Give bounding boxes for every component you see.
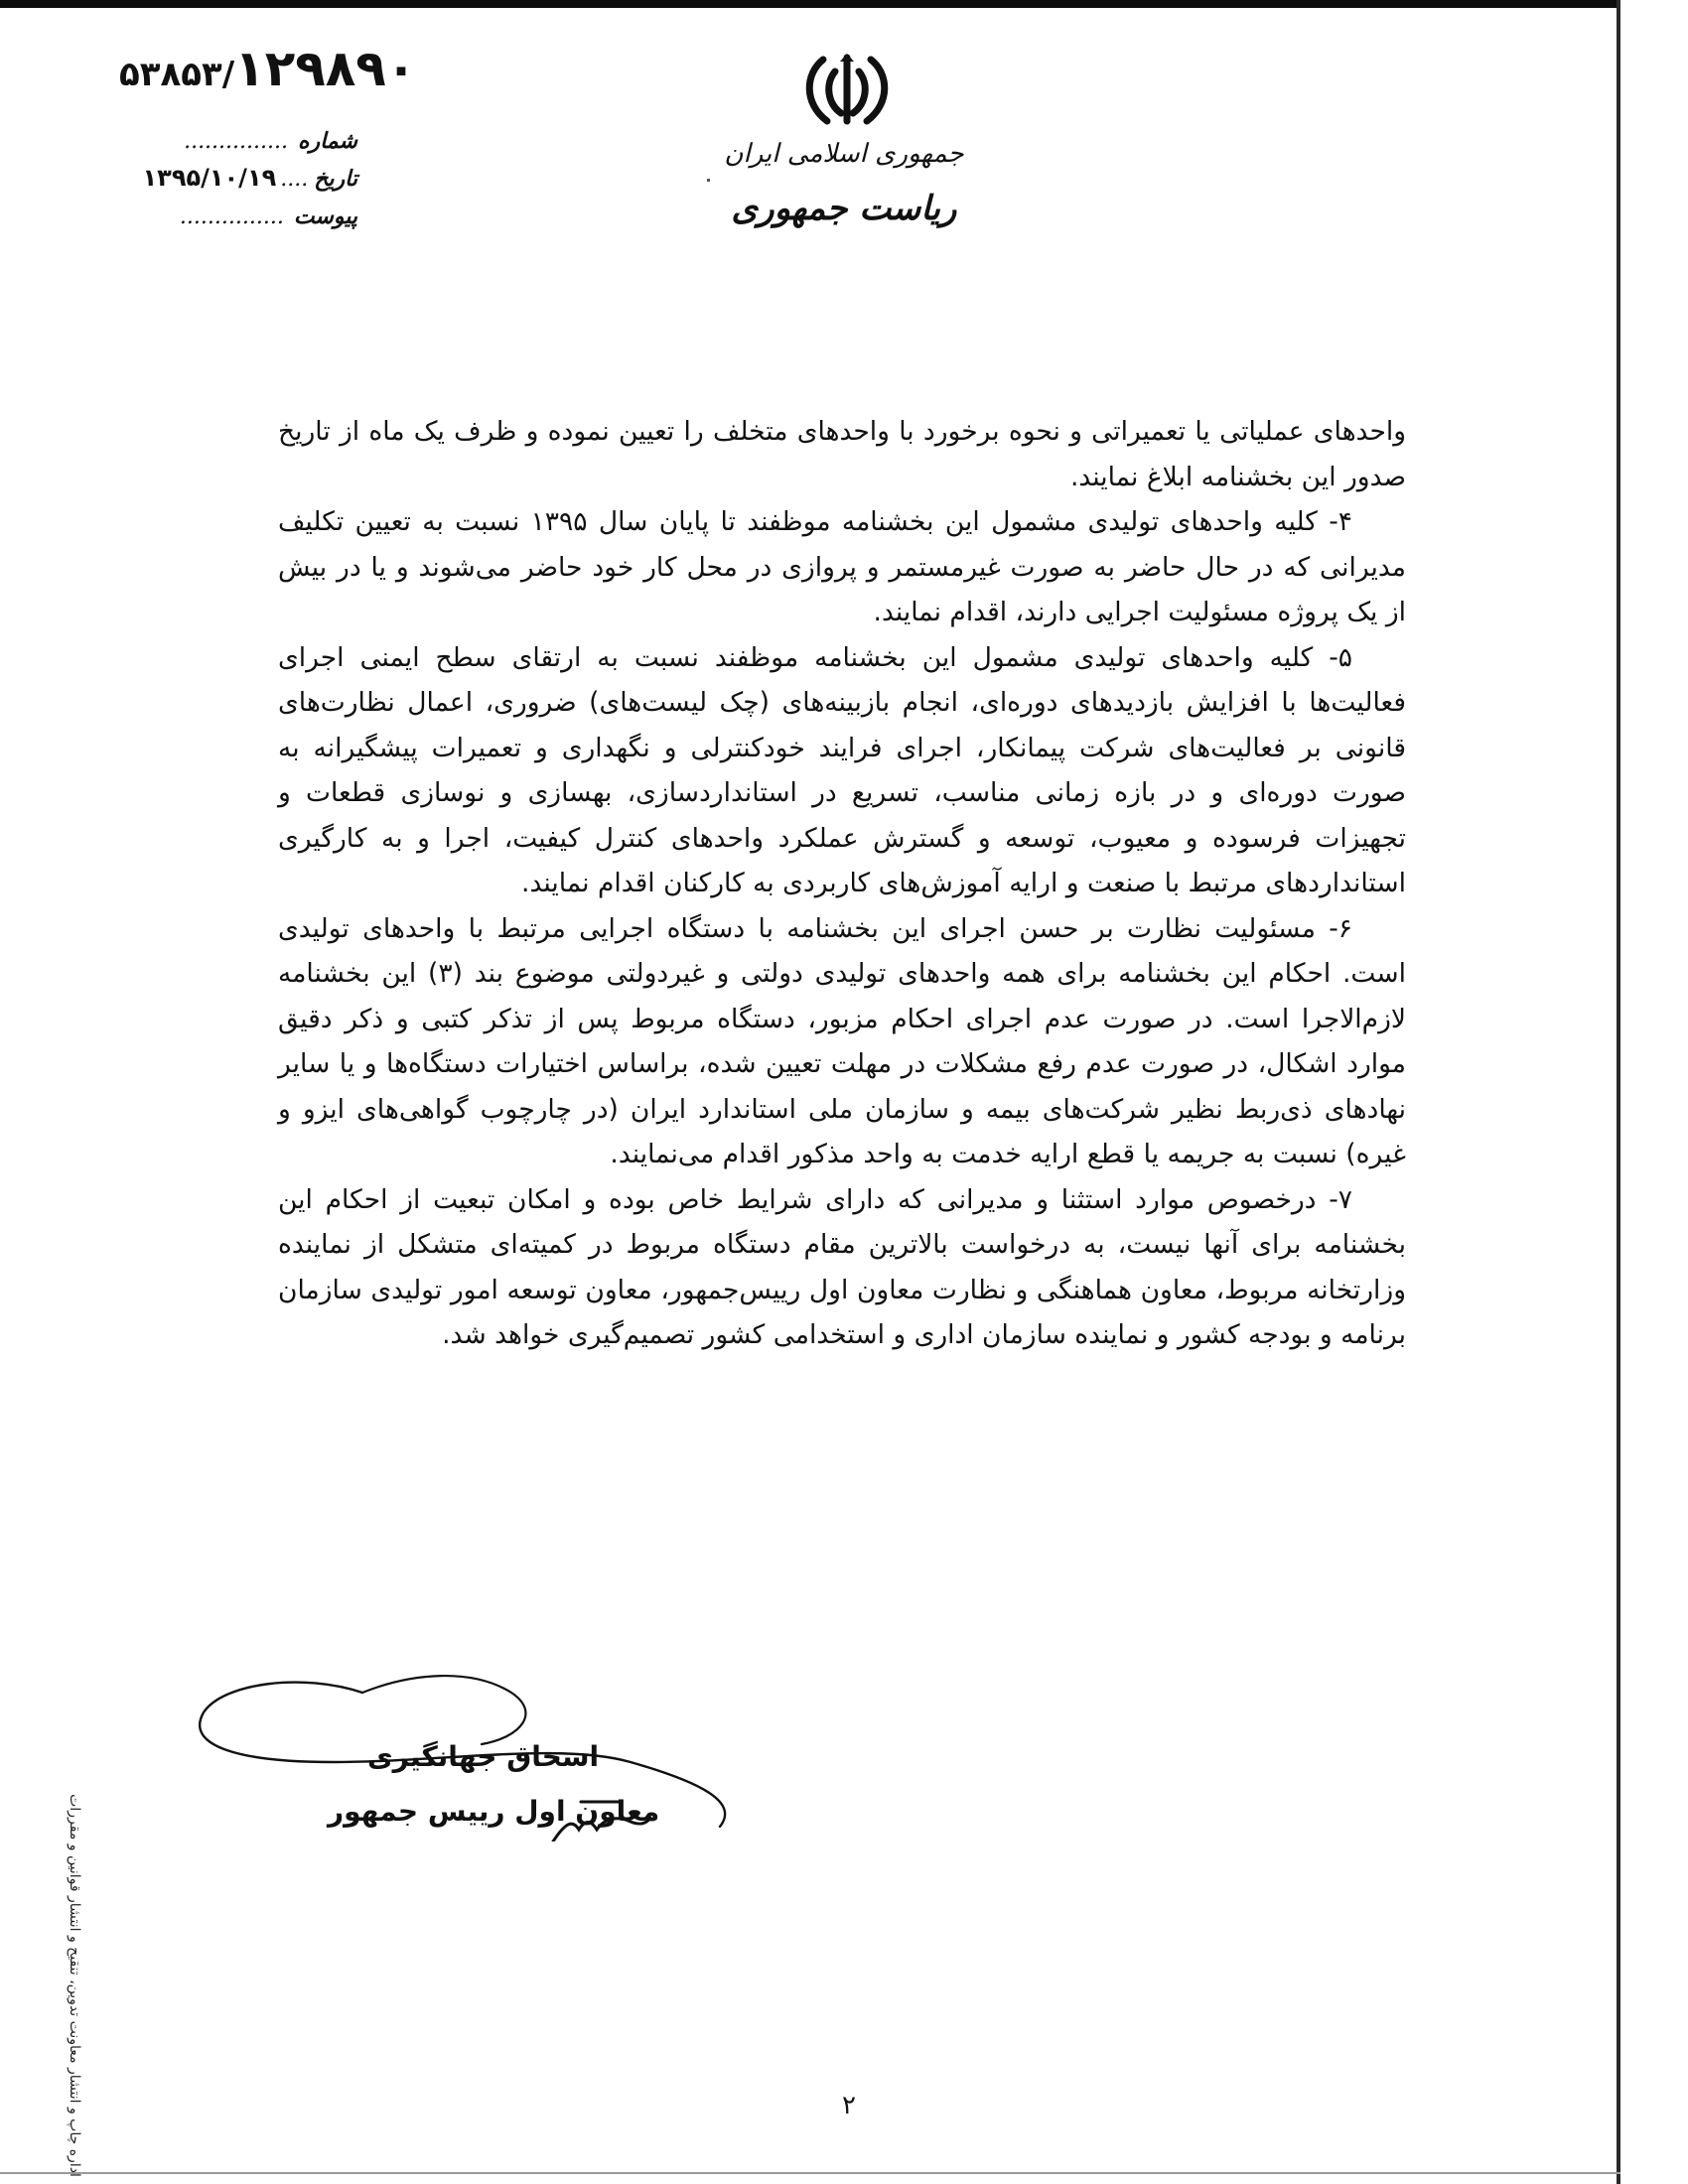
meta-date-label: تاریخ bbox=[314, 166, 357, 192]
body-paragraph: ۷- درخصوص موارد استثنا و مدیرانی که دارای شرایط خاص بوده و امکان تبعیت از احکام این بخشنامه برای آنها نیست، به درخواست بالاترین مقام دستگاه مربوط در کمیته‌ای متشکل از نماینده وزارتخانه مربوط، معاون هماهنگی و نظارت معاون اول رییس‌جمهور، معاون توسعه امور تولیدی سازمان برنامه و بودجه کشور و نماینده سازمان اداری و استخدامی کشور تصمیم‌گیری خواهد شد. bbox=[278, 1183, 1406, 1350]
meta-number-dots: ............... bbox=[184, 129, 288, 154]
meta-number-label: شماره bbox=[297, 128, 357, 154]
meta-date-value: ۱۳۹۵/۱۰/۱۹ bbox=[142, 164, 277, 192]
page-number: ۲ bbox=[842, 2091, 856, 2120]
reference-number: ۱۲۹۸۹۰ bbox=[234, 40, 417, 97]
letter-meta bbox=[119, 121, 357, 234]
reference-number-line bbox=[119, 40, 416, 97]
body-paragraph: ۵- کلیه واحدهای تولیدی مشمول این بخشنامه موظفند نسبت به ارتقای سطح ایمنی اجرای فعالیت‌ها با افزایش بازدیدهای دوره‌ای، انجام بازبینه‌های (چک لیست‌های) ضروری، اعمال نظارت‌های قانونی بر فعالیت‌های شرکت پیمانکار، اجرای فرایند خودکنترلی و نگهداری و تعمیرات پیشگیرانه به صورت دوره‌ای و در بازه زمانی مناسب، تسریع در استانداردسازی، بهسازی و نوسازی قطعات و تجهیزات فرسوده و معیوب، توسعه و گسترش عملکرد واحدهای کنترل کیفیت، اجرا و به کارگیری استانداردهای مرتبط با صنعت و ارایه آموزش‌های کاربردی به کارکنان اقدام نمایند. bbox=[278, 641, 1406, 898]
top-border bbox=[0, 0, 1620, 8]
scan-speck bbox=[707, 179, 710, 182]
signer-title: معاون اول رییس جمهور bbox=[328, 1795, 660, 1828]
body-paragraph: ۶- مسئولیت نظارت بر حسن اجرای این بخشنامه با دستگاه اجرایی مرتبط با واحدهای تولیدی است. احکام این بخشنامه برای همه واحدهای تولیدی دولتی و غیردولتی موضوع بند (۳) این بخشنامه لازم‌الاجرا است. در صورت عدم اجرای احکام مزبور، دستگاه مربوط پس از تذکر کتبی و ذکر دقیق موارد اشکال، در صورت عدم رفع مشکلات در مهلت تعیین شده، براساس اختیارات دستگاه‌ها و یا سایر نهادهای ذی‌ربط نظیر شرکت‌های بیمه و سازمان ملی استاندارد ایران (در چارچوب گواهی‌های ایزو و غیره) نسبت به جریمه یا قطع ارایه خدمت به واحد مذکور اقدام می‌نمایند. bbox=[278, 912, 1407, 1169]
meta-date-dots: .... bbox=[280, 167, 309, 192]
meta-attachment-row bbox=[119, 197, 357, 234]
org-name-line1: جمهوری اسلامی ایران bbox=[724, 139, 964, 169]
meta-number-row bbox=[119, 121, 357, 159]
meta-attachment-label: پیوست bbox=[293, 204, 357, 229]
meta-attachment-dots: ............... bbox=[179, 205, 284, 229]
org-name-line2: ریاست جمهوری bbox=[731, 189, 957, 228]
old-reference: ۵۳۸۵۳/ bbox=[119, 55, 235, 94]
meta-date-row bbox=[119, 159, 357, 197]
right-border bbox=[1617, 0, 1620, 2184]
bottom-border bbox=[0, 2172, 1620, 2174]
iran-emblem-icon bbox=[797, 52, 897, 129]
signer-name: اسحاق جهانگیری bbox=[367, 1740, 600, 1773]
body-paragraph: واحدهای عملیاتی یا تعمیراتی و نحوه برخورد با واحدهای متخلف را تعیین نموده و ظرف یک ماه از تاریخ صدور این بخشنامه ابلاغ نمایند. bbox=[278, 416, 1406, 492]
body-paragraph: ۴- کلیه واحدهای تولیدی مشمول این بخشنامه موظفند تا پایان سال ۱۳۹۵ نسبت به تعیین تکلیف مدیرانی که در حال حاضر به صورت غیرمستمر و پروازی در محل کار خود حاضر می‌شوند و یا در بیش از یک پروژه مسئولیت اجرایی دارند، اقدام نمایند. bbox=[278, 506, 1406, 627]
side-note: اداره چاپ و انتشار معاونت تدوین، تنقیح و انتشار قوانین و مقررات bbox=[67, 1794, 82, 2177]
letter-body bbox=[278, 409, 1406, 1358]
